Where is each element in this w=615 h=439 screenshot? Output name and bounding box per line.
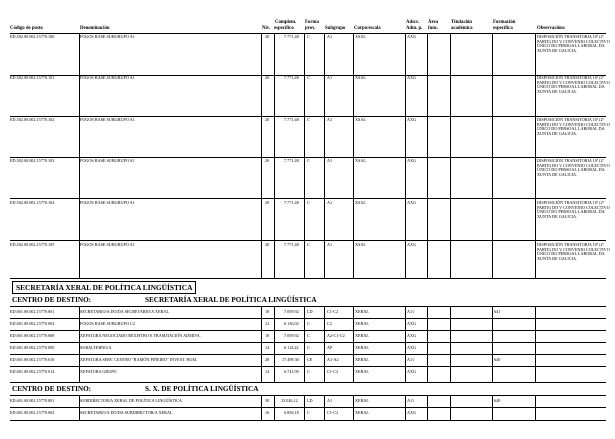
- row-rule: [10, 318, 606, 319]
- cell-denominacion: SUBALTERNO/A: [80, 345, 112, 350]
- cell-codigo: ED.601.00.002.15770.010: [10, 357, 55, 362]
- header-codigo: Código de posto: [10, 26, 43, 31]
- row-rule: [10, 407, 606, 408]
- cell-adscripcion: AXG: [407, 200, 417, 205]
- cell-adscripcion: A11: [407, 357, 415, 362]
- cell-codigo: ED.601.00.002.15770.014: [10, 369, 55, 374]
- cell-denominacion: FOGOS BASE SUBGRUPO A1: [80, 117, 135, 122]
- cell-complemento: 7.771,48: [284, 75, 299, 80]
- cell-complemento: 6.136,02: [284, 321, 299, 326]
- column-divider: [274, 34, 275, 278]
- cell-forma: C: [307, 333, 310, 338]
- cell-codigo: ED.502.00.002.15770.102: [10, 117, 55, 122]
- cell-complemento: 6.741,90: [284, 369, 299, 374]
- cell-forma: C: [307, 321, 310, 326]
- column-divider: [427, 34, 428, 278]
- cell-observacions: DISPOSICIÓN TRANSITORIA 10ª (2ª PARTE) DO V CONVENIO COLECTIVO ÚNICO DO PERSOAL LABORAL DA XUNTA DE GALICIA.: [537, 34, 610, 54]
- cell-adscripcion: AXG: [407, 410, 417, 415]
- column-divider: [304, 396, 305, 421]
- cell-denominacion: SECRETARIO/A DO/DA SECRETARIO/A XERAL: [80, 309, 170, 314]
- cell-denominacion: SECRETARIO/A DO/DA SUBDIRECTOR/A XERAL: [80, 410, 173, 415]
- cell-adscripcion: AXG: [407, 333, 417, 338]
- column-divider: [427, 396, 428, 421]
- cell-nivel: 14: [265, 369, 270, 374]
- cell-complemento: 17.499,30: [282, 357, 299, 362]
- cell-complemento: 23.026,12: [281, 398, 298, 403]
- cell-subgrupo: A1: [327, 34, 333, 39]
- cell-complemento: 7.771,48: [284, 117, 299, 122]
- cell-formacion: 640: [494, 357, 501, 362]
- cell-denominacion: FOGOS BASE SUBGRUPO A1: [80, 158, 135, 163]
- cell-corpo: XSAL: [355, 34, 366, 39]
- cell-subgrupo: A1: [327, 200, 333, 205]
- cell-formacion: 641: [494, 309, 501, 314]
- cell-complemento: 6.114,22: [284, 345, 299, 350]
- column-divider: [535, 34, 536, 278]
- header-nivel: Niv.: [262, 26, 271, 31]
- cell-corpo: XSAL: [355, 75, 366, 80]
- cell-complemento: 7.771,48: [284, 200, 299, 205]
- header-formacion-especifica: específica: [493, 26, 513, 31]
- column-divider: [353, 396, 354, 421]
- centro-destino-name: S. X. DE POLÍTICA LINGÜÍSTICA: [145, 385, 259, 393]
- column-divider: [450, 34, 451, 278]
- cell-adscripcion: AXG: [407, 345, 417, 350]
- cell-denominacion: XEFATURA NEGOCIADO REXISTRO E TRAMITACIÓN ADMIVA.: [80, 333, 201, 338]
- column-divider: [274, 396, 275, 421]
- cell-codigo: ED.601.00.002.15770.001: [10, 398, 55, 403]
- cell-denominacion: XEFATURA GRUPO: [80, 369, 117, 374]
- cell-forma: LD: [307, 309, 313, 314]
- header-complem: Complem.: [275, 20, 297, 25]
- row-rule: [10, 198, 606, 199]
- cell-corpo: XSAL: [355, 200, 366, 205]
- cell-subgrupo: A1: [327, 398, 333, 403]
- cell-corpo: XSAL: [355, 242, 366, 247]
- row-rule: [10, 330, 606, 331]
- cell-nivel: 12: [265, 321, 270, 326]
- cell-formacion: 640: [494, 398, 501, 403]
- row-rule: [10, 278, 606, 279]
- header-titulacion-academica: académica: [451, 26, 473, 31]
- cell-denominacion: FOGOS BASE SUBGRUPO C2: [80, 321, 135, 326]
- cell-nivel: 20: [265, 34, 270, 39]
- row-rule: [10, 240, 606, 241]
- cell-codigo: ED.502.00.002.15770.105: [10, 242, 55, 247]
- cell-adscripcion: A11: [407, 398, 415, 403]
- header-corpo: Corpo/escala: [354, 26, 381, 31]
- header-denominacion: Denominación: [80, 26, 110, 31]
- row-rule: [10, 366, 606, 367]
- column-divider: [492, 34, 493, 278]
- cell-adscripcion: AXG: [407, 321, 417, 326]
- cell-codigo: ED.601.00.002.15770.008: [10, 333, 55, 338]
- cell-subgrupo: C1-C2: [327, 369, 339, 374]
- cell-subgrupo: A1: [327, 117, 333, 122]
- header-subgrupo: Subgrupo: [325, 26, 346, 31]
- cell-denominacion: FOGOS BASE SUBGRUPO A1: [80, 75, 135, 80]
- cell-complemento: 6.856,18: [284, 410, 299, 415]
- cell-adscripcion: AXG: [407, 369, 417, 374]
- cell-codigo: ED.601.00.002.15770.002: [10, 410, 55, 415]
- cell-corpo: XSAL: [355, 158, 366, 163]
- cell-complemento: 7.059,92: [284, 309, 299, 314]
- cell-corpo: XERAL: [355, 309, 369, 314]
- column-divider: [324, 34, 325, 278]
- column-divider: [324, 396, 325, 421]
- column-divider: [405, 396, 406, 421]
- cell-codigo: ED.502.00.002.15770.100: [10, 34, 55, 39]
- row-rule: [10, 306, 606, 307]
- column-divider: [535, 396, 536, 421]
- header-forma-prov: prov.: [305, 26, 316, 31]
- cell-subgrupo: A1: [327, 158, 333, 163]
- cell-subgrupo: A1: [327, 242, 333, 247]
- cell-nivel: 30: [265, 398, 270, 403]
- header-adscr: Adscr.: [406, 20, 420, 25]
- cell-observacions: DISPOSICIÓN TRANSITORIA 10ª (2ª PARTE) DO V CONVENIO COLECTIVO ÚNICO DO PERSOAL LABORAL DA XUNTA DE GALICIA.: [537, 242, 610, 262]
- cell-observacions: DISPOSICIÓN TRANSITORIA 10ª (2ª PARTE) DO V CONVENIO COLECTIVO ÚNICO DO PERSOAL LABORAL DA XUNTA DE GALICIA.: [537, 200, 610, 220]
- cell-forma: LD: [307, 398, 313, 403]
- cell-denominacion: FOGOS BASE SUBGRUPO A1: [80, 200, 135, 205]
- cell-subgrupo: A1-A2: [327, 357, 339, 362]
- cell-complemento: 7.059,92: [284, 333, 299, 338]
- cell-subgrupo: C2: [327, 321, 332, 326]
- cell-nivel: 28: [265, 357, 270, 362]
- cell-forma: C: [307, 200, 310, 205]
- cell-forma: C: [307, 158, 310, 163]
- cell-corpo: XSAL: [355, 117, 366, 122]
- cell-codigo: ED.502.00.002.15770.104: [10, 200, 55, 205]
- header-observacions: Observacións: [537, 26, 565, 31]
- cell-adscripcion: AXG: [407, 242, 417, 247]
- cell-forma: C: [307, 345, 310, 350]
- cell-denominacion: XEFATURA SERV. CENTRO "RAMÓN PIÑEIRO" INVEST. HUM.: [80, 357, 198, 362]
- cell-corpo: XERAL: [355, 410, 369, 415]
- cell-forma: CE: [307, 357, 313, 362]
- header-complem-especifico: específico: [274, 26, 294, 31]
- cell-forma: C: [307, 242, 310, 247]
- cell-subgrupo: C1-C2: [327, 309, 339, 314]
- cell-adscripcion: AXG: [407, 158, 417, 163]
- cell-codigo: ED.502.00.002.15770.103: [10, 158, 55, 163]
- cell-nivel: 20: [265, 117, 270, 122]
- cell-complemento: 7.771,48: [284, 242, 299, 247]
- cell-forma: C: [307, 369, 310, 374]
- cell-nivel: 20: [265, 75, 270, 80]
- header-forma: Forma: [305, 20, 319, 25]
- cell-corpo: XERAL: [355, 345, 369, 350]
- cell-nivel: 20: [265, 242, 270, 247]
- cell-forma: C: [307, 410, 310, 415]
- cell-complemento: 7.771,48: [284, 34, 299, 39]
- cell-codigo: ED.502.00.002.15770.101: [10, 75, 55, 80]
- cell-denominacion: FOGOS BASE SUBGRUPO A1: [80, 242, 135, 247]
- cell-observacions: DISPOSICIÓN TRANSITORIA 10ª (2ª PARTE) DO V CONVENIO COLECTIVO ÚNICO DO PERSOAL LABORAL DA XUNTA DE GALICIA.: [537, 117, 610, 137]
- cell-adscripcion: AXG: [407, 117, 417, 122]
- cell-corpo: XERAL: [355, 321, 369, 326]
- cell-codigo: ED.601.00.002.15770.001: [10, 309, 55, 314]
- cell-subgrupo: C1-C2: [327, 410, 339, 415]
- cell-nivel: 14: [265, 345, 270, 350]
- cell-nivel: 16: [265, 410, 270, 415]
- cell-subgrupo: A2-C1-C2: [327, 333, 345, 338]
- column-divider: [261, 396, 262, 421]
- cell-adscripcion: AXG: [407, 75, 417, 80]
- cell-adscripcion: AXG: [407, 34, 417, 39]
- row-rule: [10, 420, 606, 421]
- header-formacion: Formación: [493, 20, 516, 25]
- column-divider: [492, 396, 493, 421]
- column-divider: [304, 34, 305, 278]
- header-area: Área: [428, 20, 439, 25]
- cell-denominacion: SUBDIRECTOR/A XERAL DE POLÍTICA LINGÜÍSTICA: [80, 398, 182, 403]
- column-divider: [450, 396, 451, 421]
- centro-destino-label: CENTRO DE DESTINO:: [12, 296, 92, 304]
- column-divider: [353, 34, 354, 278]
- cell-subgrupo: A1: [327, 75, 333, 80]
- row-rule: [10, 382, 606, 383]
- column-divider: [405, 34, 406, 278]
- cell-subgrupo: AP: [327, 345, 333, 350]
- cell-corpo: XERAL: [355, 398, 369, 403]
- cell-nivel: 18: [265, 333, 270, 338]
- centro-destino-label: CENTRO DE DESTINO:: [12, 385, 92, 393]
- cell-nivel: 18: [265, 309, 270, 314]
- cell-forma: C: [307, 75, 310, 80]
- cell-complemento: 7.771,48: [284, 158, 299, 163]
- header-titulacion: Titulación: [451, 20, 472, 25]
- row-rule: [10, 342, 606, 343]
- header-area-func: func.: [428, 26, 439, 31]
- centro-destino-name: SECRETARÍA XERAL DE POLÍTICA LINGÜÍSTICA: [145, 296, 317, 304]
- row-rule: [10, 354, 606, 355]
- cell-corpo: XERAL: [355, 369, 369, 374]
- section-title: SECRETARÍA XERAL DE POLÍTICA LINGÜÍSTICA: [12, 281, 196, 294]
- cell-codigo: ED.601.00.002.15770.009: [10, 345, 55, 350]
- cell-observacions: DISPOSICIÓN TRANSITORIA 10ª (2ª PARTE) DO V CONVENIO COLECTIVO ÚNICO DO PERSOAL LABORAL DA XUNTA DE GALICIA.: [537, 75, 610, 95]
- column-divider: [261, 34, 262, 278]
- cell-denominacion: FOGOS BASE SUBGRUPO A1: [80, 34, 135, 39]
- cell-codigo: ED.601.00.002.15770.004: [10, 321, 55, 326]
- cell-observacions: DISPOSICIÓN TRANSITORIA 10ª (2ª PARTE) DO V CONVENIO COLECTIVO ÚNICO DO PERSOAL LABORAL DA XUNTA DE GALICIA.: [537, 158, 610, 178]
- cell-nivel: 20: [265, 158, 270, 163]
- header-adscr-adm: Adm. p.: [406, 26, 423, 31]
- cell-corpo: XERAL: [355, 357, 369, 362]
- row-rule: [10, 395, 606, 396]
- cell-adscripcion: A11: [407, 309, 415, 314]
- cell-nivel: 20: [265, 200, 270, 205]
- cell-forma: C: [307, 34, 310, 39]
- cell-forma: C: [307, 117, 310, 122]
- cell-corpo: XERAL: [355, 333, 369, 338]
